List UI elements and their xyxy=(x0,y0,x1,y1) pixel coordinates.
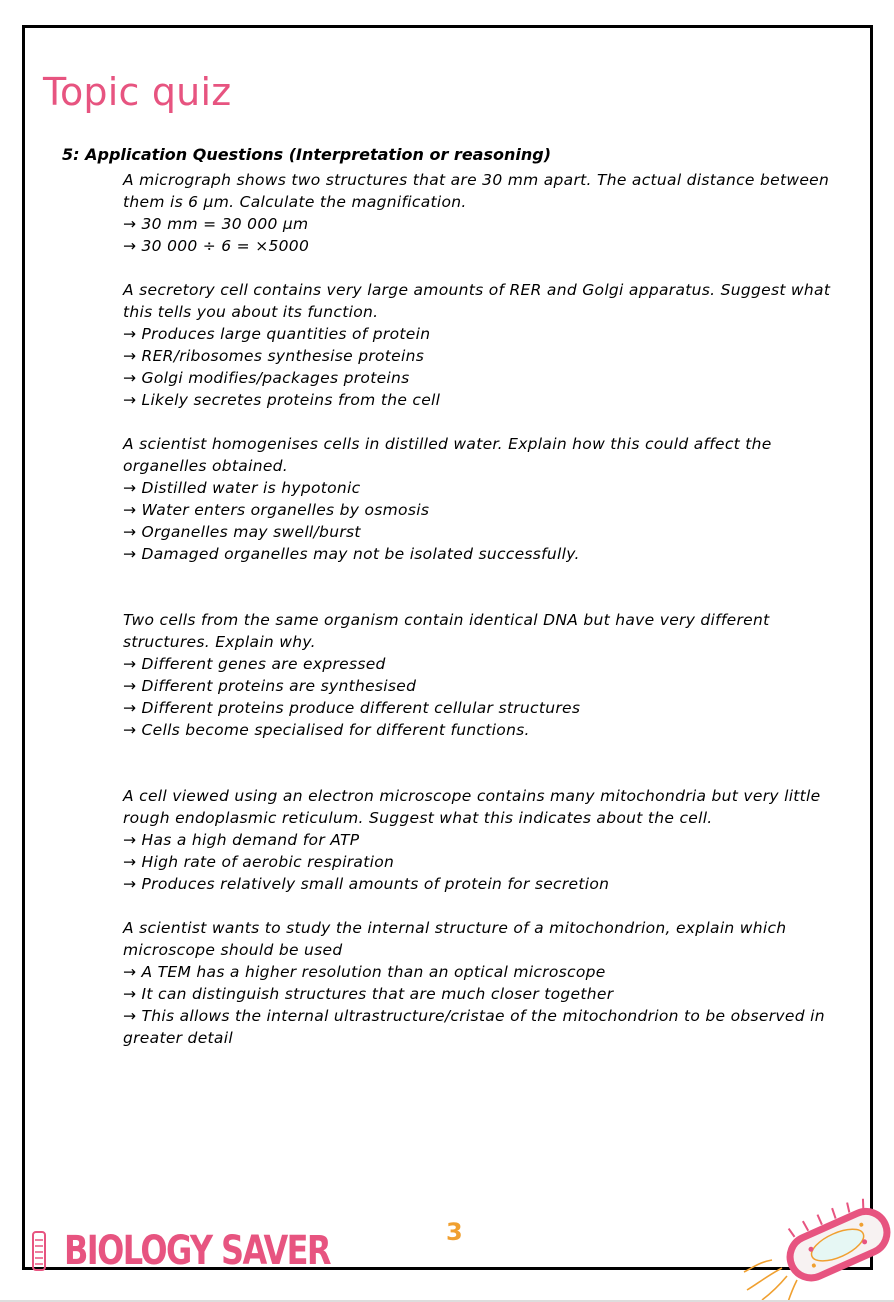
brand-logo xyxy=(30,1226,396,1276)
answer-point: → Produces relatively small amounts of protein for secretion xyxy=(123,873,835,895)
answer-point: → Water enters organelles by osmosis xyxy=(123,499,835,521)
question-text: A cell viewed using an electron microscope contains many mitochondria but very little rough endoplasmic reticulum. Suggest what this indicates about the cell. xyxy=(123,787,821,827)
answer-point: → RER/ribosomes synthesise proteins xyxy=(123,345,835,367)
answer-point: → Organelles may swell/burst xyxy=(123,521,835,543)
question-block-4 xyxy=(123,609,835,741)
question-text: Two cells from the same organism contain identical DNA but have very different structures. Explain why. xyxy=(123,611,770,651)
answer-point: → Damaged organelles may not be isolated successfully. xyxy=(123,543,835,565)
answer-point: → Distilled water is hypotonic xyxy=(123,477,835,499)
answer-point: → A TEM has a higher resolution than an optical microscope xyxy=(123,961,835,983)
answer-point: → 30 mm = 30 000 µm xyxy=(123,213,835,235)
answer-point: → This allows the internal ultrastructure/cristae of the mitochondrion to be observed in greater detail xyxy=(123,1005,835,1049)
question-text: A micrograph shows two structures that are 30 mm apart. The actual distance between them is 6 µm. Calculate the magnification. xyxy=(123,171,830,211)
question-block-3 xyxy=(123,433,835,565)
question-block-2 xyxy=(123,279,835,411)
answer-point: → High rate of aerobic respiration xyxy=(123,851,835,873)
answer-point: → Cells become specialised for different functions. xyxy=(123,719,835,741)
page-number: 3 xyxy=(446,1218,463,1246)
answer-point: → Produces large quantities of protein xyxy=(123,323,835,345)
answer-point: → Likely secretes proteins from the cell xyxy=(123,389,835,411)
section-heading: 5: Application Questions (Interpretation or reasoning) xyxy=(62,145,552,164)
question-text: A scientist homogenises cells in distilled water. Explain how this could affect the organelles obtained. xyxy=(123,435,772,475)
page-title: Topic quiz xyxy=(43,70,232,114)
question-block-6 xyxy=(123,917,835,1049)
question-text: A scientist wants to study the internal structure of a mitochondrion, explain which microscope should be used xyxy=(123,919,787,959)
brand-name: BIOLOGY SAVER xyxy=(64,1228,330,1274)
answer-point: → Different genes are expressed xyxy=(123,653,835,675)
question-block-5 xyxy=(123,785,835,895)
answer-point: → Different proteins are synthesised xyxy=(123,675,835,697)
answer-point: → Different proteins produce different cellular structures xyxy=(123,697,835,719)
answer-point: → 30 000 ÷ 6 = ×5000 xyxy=(123,235,835,257)
answer-point: → Golgi modifies/packages proteins xyxy=(123,367,835,389)
question-block-1 xyxy=(123,169,835,257)
bacteria-icon xyxy=(742,1198,894,1302)
question-text: A secretory cell contains very large amounts of RER and Golgi apparatus. Suggest what this tells you about its function. xyxy=(123,281,831,321)
answer-point: → Has a high demand for ATP xyxy=(123,829,835,851)
answer-point: → It can distinguish structures that are much closer together xyxy=(123,983,835,1005)
